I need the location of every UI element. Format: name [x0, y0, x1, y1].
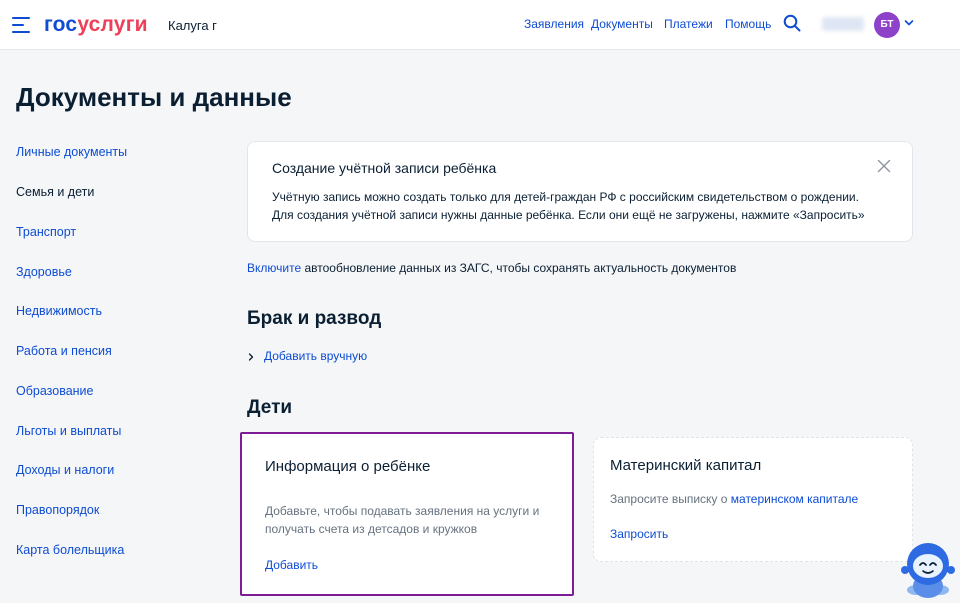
child-card-title: Информация о ребёнке [265, 458, 431, 475]
add-child-button[interactable]: Добавить [265, 558, 319, 572]
sidebar-item-law[interactable]: Правопорядок [16, 503, 100, 517]
sidebar-item-property[interactable]: Недвижимость [16, 304, 102, 318]
request-capital-button[interactable]: Запросить [610, 527, 669, 541]
child-card-text-line2: получать счета из детсадов и кружков [265, 522, 478, 536]
maternity-capital-card[interactable] [593, 437, 913, 562]
chevron-right-icon [247, 353, 255, 361]
capital-card-text: Запросите выписку о материнском капитале [610, 492, 859, 506]
city-selector[interactable]: Калуга г [168, 18, 217, 33]
search-icon[interactable] [783, 14, 801, 32]
chevron-down-icon[interactable] [904, 18, 914, 28]
header [0, 0, 960, 50]
child-card-text-line1: Добавьте, чтобы подавать заявления на услуги и [265, 504, 540, 518]
capital-card-title: Материнский капитал [610, 457, 762, 474]
sidebar-item-personal-docs[interactable]: Личные документы [16, 145, 128, 159]
capital-link[interactable]: материнском капитале [730, 492, 859, 506]
notice-title: Создание учётной записи ребёнка [272, 160, 497, 176]
sidebar-item-work-pension[interactable]: Работа и пенсия [16, 344, 112, 358]
sidebar-item-benefits[interactable]: Льготы и выплаты [16, 424, 122, 438]
children-section-title: Дети [247, 397, 293, 418]
sidebar-item-income-taxes[interactable]: Доходы и налоги [16, 463, 115, 477]
zags-text: автообновление данных из ЗАГС, чтобы сохранять актуальность документов [301, 261, 737, 275]
child-account-notice [247, 141, 913, 242]
user-name-blurred[interactable] [822, 17, 864, 31]
sidebar-item-education[interactable]: Образование [16, 384, 94, 398]
zags-autoupdate-line [247, 261, 736, 275]
sidebar-item-health[interactable]: Здоровье [16, 265, 72, 279]
assistant-robot-icon[interactable] [896, 540, 958, 600]
avatar[interactable]: БТ [874, 12, 900, 38]
child-info-card[interactable] [240, 432, 574, 596]
close-icon[interactable] [877, 159, 891, 173]
nav-payments[interactable]: Платежи [664, 17, 713, 31]
marriage-section-title: Брак и развод [247, 308, 382, 329]
nav-help[interactable]: Помощь [725, 17, 772, 31]
nav-applications[interactable]: Заявления [524, 17, 585, 31]
nav-documents[interactable]: Документы [591, 17, 653, 31]
zags-enable-link[interactable]: Включите [247, 261, 302, 275]
notice-text-line2: Для создания учётной записи нужны данные ребёнка. Если они ещё не загружены, нажмите «Запросить» [272, 208, 865, 222]
menu-icon[interactable] [12, 17, 30, 33]
add-manually-link[interactable] [247, 349, 367, 363]
sidebar-item-family[interactable]: Семья и дети [16, 185, 95, 199]
sidebar-item-fan-card[interactable]: Карта болельщика [16, 543, 125, 557]
sidebar-item-transport[interactable]: Транспорт [16, 225, 77, 239]
logo[interactable]: госуслуги [44, 13, 148, 36]
page-title: Документы и данные [16, 82, 292, 112]
notice-text-line1: Учётную запись можно создать только для детей-граждан РФ с российским свидетельством о рождении. [272, 190, 859, 204]
add-manually-label: Добавить вручную [264, 349, 368, 363]
